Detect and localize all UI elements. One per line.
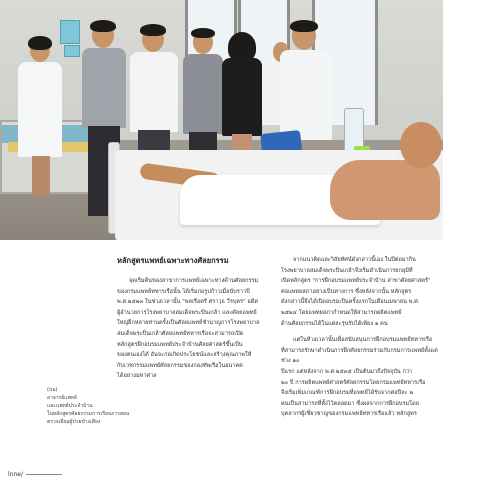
caption-line: ในหลักสูตรศัลยกรรมการเรียนการสอน <box>47 411 130 417</box>
body-line: ของตนเองได้ อันจะก่อเกิดประโยชน์และสร้างคุณภาพให้ <box>117 352 252 359</box>
caption-line: และแพทย์ประจำบ้าน <box>47 403 93 409</box>
body-line: หลักสูตรฝึกอบรมแพทย์ประจำบ้านศัลยศาสตร์ขึ้นเป็น <box>117 341 243 348</box>
caption-line: อาจารย์แพทย์ <box>47 395 77 401</box>
body-line: คนเป็นสามารถที่ตั้งไว้ตลอดมา ซึ่งผลจากการฝึกอบรมโดย <box>281 400 420 407</box>
body-line: โรงพยาบาลสมเด็จพระปิ่นเกล้าจึงเริ่มดำเนินการยกยุมีที่ <box>281 267 413 274</box>
body-line: ๒๕๒๔ โดยแพทยสภากำหนดให้สามารถผลิตแพทย์ <box>281 309 402 316</box>
page-number: lnne/ <box>8 471 62 478</box>
body-line: แต่ในห้วงเวลานั้นเพื่อสนับสนุนการฝึกอบรมแพทย์ทหารเรือ <box>293 337 433 344</box>
body-line: จากแนวคิดและวิสัยทัศน์ดังกล่าวนี้เอง ในปีต่อมากิน <box>293 257 416 263</box>
hospital-ward-photo <box>0 0 443 240</box>
body-line: บุคลากรผู้เชี่ยวชาญของกรมแพทย์ทหารเรือแล้ว หลักสูตร <box>281 411 417 418</box>
body-line: พ.ศ.๒๕๒๓ ในช่วงเวลานั้น "พลเรือตรี ศราวุธ วีรบุตร" อดีต <box>117 299 258 306</box>
body-line: สมเด็จพระปิ่นเกล้าศัลยแพทย์ทหารเรือจะสามารถเปิด <box>117 330 244 337</box>
body-line: ที่สามารถรักษาดำเนินการฝึกศัลยกรรมร่วมกับกรมการแพทย์ตั้งแต่ช่วง ๑๐ <box>281 347 438 365</box>
body-line: จุดเริ่มต้นของสาขาการแพทย์เฉพาะทางด้านศัลยกรรม <box>129 278 259 284</box>
body-line: ดังกล่าวนี้จึงได้เปิดอบรมเป็นครั้งแรกในเดือนเมษายน พ.ศ. <box>281 299 420 306</box>
body-line: เปิดหลักสูตร "การฝึกอบรมแพทย์ประจำบ้าน สาขาศัลยศาสตร์" <box>281 278 431 285</box>
article-column-left <box>117 276 277 382</box>
body-line: ด้านศัลยกรรมได้ในแต่ละรุ่นรับได้เพียง ๑ คน <box>281 320 388 327</box>
body-line: ใหญ่ฝึกหลายท่านครั้งเป็นศัลยแพทย์ชำนาญการโรงพยาบาล <box>117 320 260 327</box>
body-line: ผู้อำนวยการโรงพยาบาลสมเด็จพระปิ่นเกล้า และศัลยแพทย์ <box>117 309 257 316</box>
article-heading: หลักสูตรแพทย์เฉพาะทางศัลยกรรม <box>117 256 229 265</box>
body-line: ปีแรก แต่หลังจาก พ.ศ.๒๕๓๕ เป็นต้นมาถึงปัจจุบัน กว่า <box>281 368 413 375</box>
article-column-right <box>281 255 441 420</box>
caption-line: ตรวจเยี่ยมผู้ป่วยข้างเตียง <box>47 419 101 425</box>
body-line: ได้อย่างมหาศาล <box>117 373 157 380</box>
photo-caption <box>47 386 130 426</box>
body-line: ๒๐ ปี การผลิตแพทย์ศาสตร์ศัลยกรรมโดยกรมแพทย์ทหารเรือ <box>281 379 426 386</box>
caption-line: (บน) <box>47 387 58 393</box>
body-line: ของกรมแพทย์ทหารเรือนั้น ได้เริ่มก่อรูปก้าวเมื่อนับราวปี <box>117 288 250 295</box>
body-line: จึงเริ่มเพิ่มเกณฑ์การฝึกอบรมที่แพทย์ได้รับจากต่อปีละ ๒ <box>281 390 414 397</box>
body-line: กับเวชกรรมแพทย์ศัลยกรรมของกองทัพเรือในอนาคต <box>117 362 243 369</box>
body-line: ต่อแพทยสภาอย่างเป็นทางการ ซึ่งหลังจากนั้น หลักสูตร <box>281 288 412 295</box>
